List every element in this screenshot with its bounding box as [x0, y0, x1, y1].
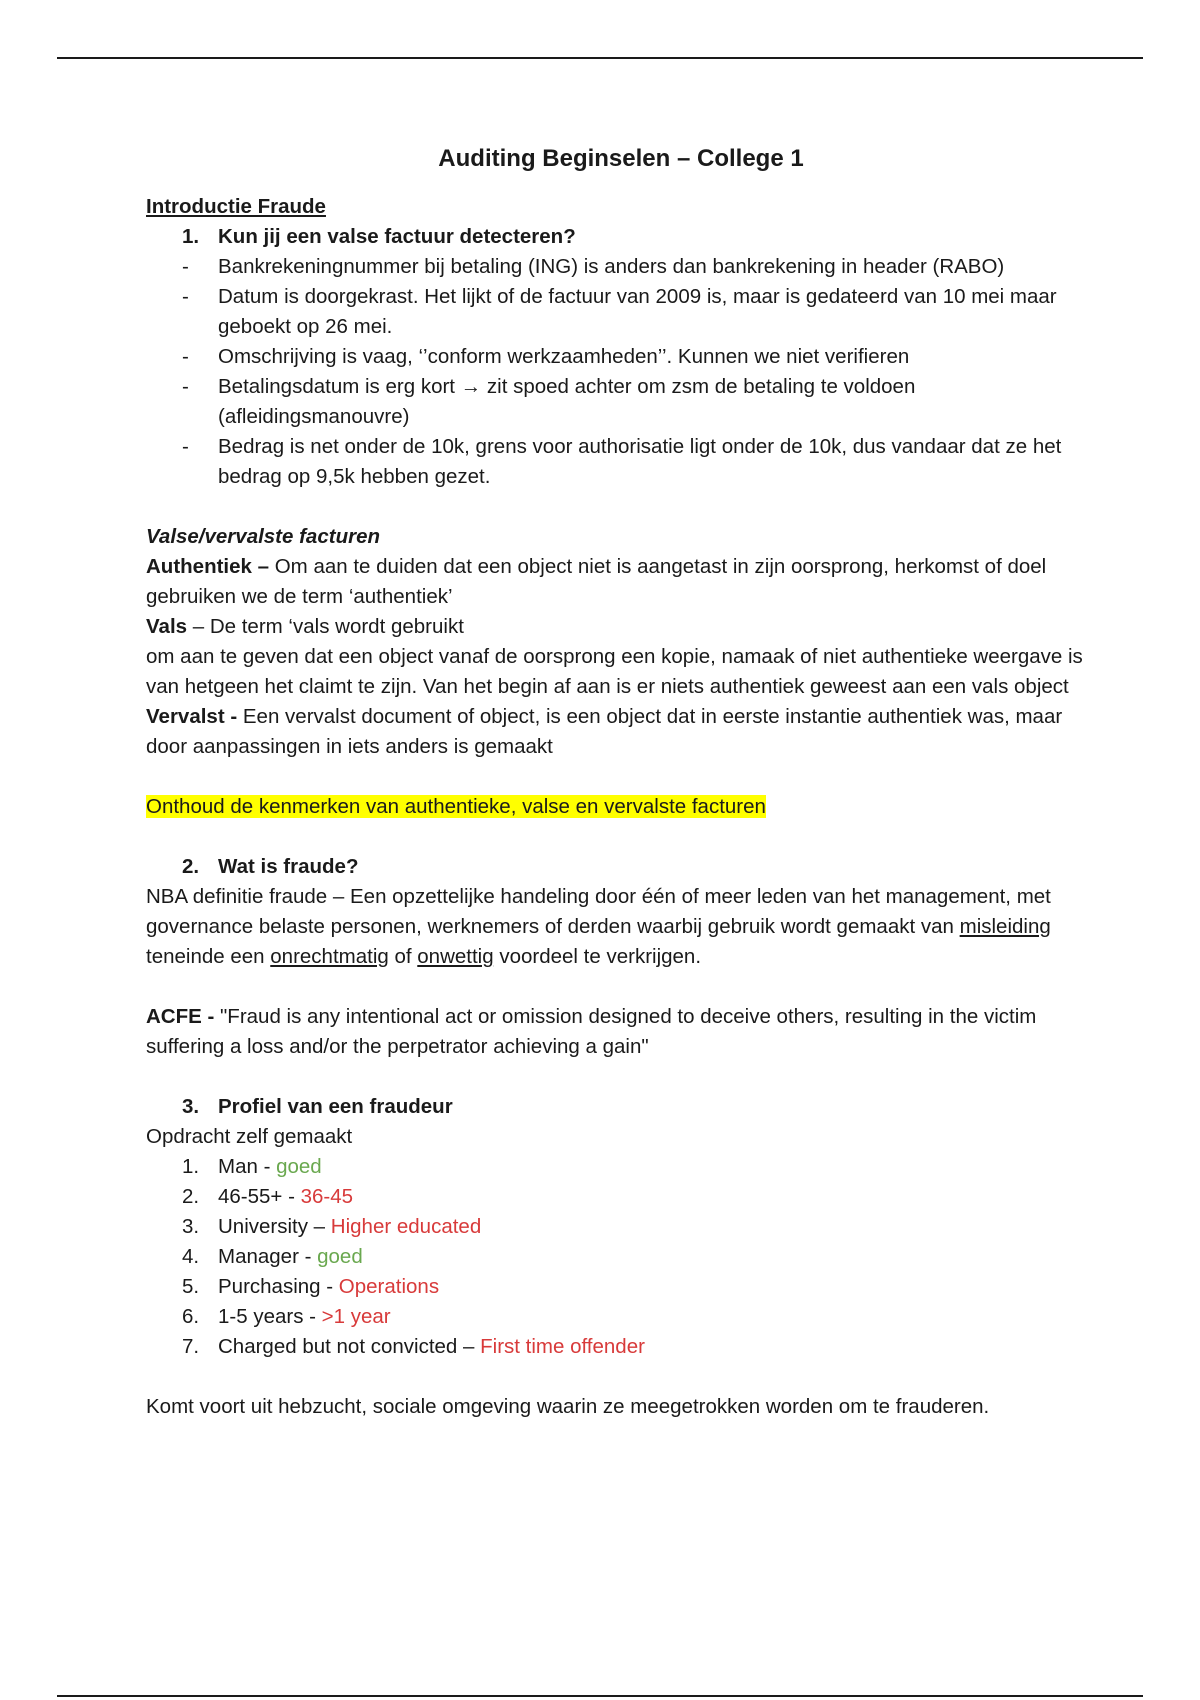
bullet-text: Datum is doorgekrast. Het lijkt of de factuur van 2009 is, maar is gedateerd van 10 mei maar geboekt op 26 mei.	[218, 285, 1057, 338]
term-vervalst: Vervalst -	[146, 705, 238, 728]
term-vals: Vals	[146, 615, 188, 638]
list-annotation: goed	[311, 1245, 363, 1268]
list-text: University –	[218, 1215, 326, 1238]
list-annotation: >1 year	[315, 1305, 391, 1328]
definition-vals	[146, 612, 1096, 642]
term-acfe: ACFE -	[146, 1005, 215, 1028]
question-1-number: 1.	[182, 225, 200, 248]
definition-authentiek	[146, 552, 1096, 612]
list-text: Charged but not convicted –	[218, 1335, 475, 1358]
question-3-number: 3.	[182, 1095, 200, 1118]
list-annotation: Operations	[333, 1275, 440, 1298]
dash-marker: -	[182, 435, 189, 458]
list-number: 5.	[182, 1275, 200, 1298]
highlight-text: Onthoud de kenmerken van authentieke, valse en vervalste facturen	[146, 795, 766, 818]
nba-underlined: onwettig	[417, 945, 494, 968]
list-item	[146, 1332, 1096, 1362]
list-annotation: First time offender	[474, 1335, 645, 1358]
document-page	[146, 140, 1096, 1422]
bullet-item	[146, 342, 1096, 372]
highlight-note	[146, 792, 1096, 822]
nba-text: of	[388, 945, 418, 968]
list-text: Man -	[218, 1155, 271, 1178]
bullet-item	[146, 432, 1096, 492]
definition-vervalst	[146, 702, 1096, 762]
conclusion: Komt voort uit hebzucht, sociale omgeving waarin ze meegetrokken worden om te frauderen.	[146, 1395, 990, 1418]
list-text: 1-5 years -	[218, 1305, 316, 1328]
list-number: 3.	[182, 1215, 200, 1238]
list-item	[146, 1152, 1096, 1182]
question-2-number: 2.	[182, 855, 200, 878]
list-text: Manager -	[218, 1245, 312, 1268]
bottom-rule	[57, 1695, 1143, 1697]
question-3-text: Profiel van een fraudeur	[218, 1095, 453, 1118]
list-item	[146, 1212, 1096, 1242]
question-2-text: Wat is fraude?	[218, 855, 359, 878]
question-1	[146, 222, 1096, 252]
list-annotation: 36-45	[294, 1185, 354, 1208]
bullet-text: Omschrijving is vaag, ‘’conform werkzaamheden’’. Kunnen we niet verifieren	[218, 345, 910, 368]
list-number: 2.	[182, 1185, 200, 1208]
definition-vals-text: – De term ‘vals wordt gebruikt	[187, 615, 464, 638]
list-number: 7.	[182, 1335, 200, 1358]
list-text: Purchasing -	[218, 1275, 334, 1298]
top-rule	[57, 57, 1143, 59]
definition-authentiek-text: Om aan te duiden dat een object niet is aangetast in zijn oorsprong, herkomst of doel gebruiken we de term ‘authentiek’	[146, 555, 1047, 608]
list-item	[146, 1302, 1096, 1332]
list-number: 4.	[182, 1245, 200, 1268]
acfe-definition	[146, 1002, 1096, 1062]
page-title: Auditing Beginselen – College 1	[438, 145, 804, 172]
bullet-text: Bankrekeningnummer bij betaling (ING) is anders dan bankrekening in header (RABO)	[218, 255, 1005, 278]
list-annotation: goed	[270, 1155, 322, 1178]
nba-text: NBA definitie fraude – Een opzettelijke handeling door één of meer leden van het management, met governance belaste personen, werknemers of derden waarbij gebruik wordt gemaakt van	[146, 885, 1051, 938]
list-text: 46-55+ -	[218, 1185, 295, 1208]
nba-underlined: onrechtmatig	[270, 945, 389, 968]
acfe-text: "Fraud is any intentional act or omission designed to deceive others, resulting in the victim suffering a loss and/or the perpetrator achieving a gain"	[146, 1005, 1037, 1058]
question-1-text: Kun jij een valse factuur detecteren?	[218, 225, 576, 248]
bullet-text: Bedrag is net onder de 10k, grens voor authorisatie ligt onder de 10k, dus vandaar dat ze het bedrag op 9,5k hebben gezet.	[218, 435, 1062, 488]
term-authentiek: Authentiek –	[146, 555, 270, 578]
list-item	[146, 1272, 1096, 1302]
definition-vervalst-text: Een vervalst document of object, is een object dat in eerste instantie authentiek was, maar door aanpassingen in iets anders is gemaakt	[146, 705, 1063, 758]
nba-text: teneinde een	[146, 945, 271, 968]
list-item	[146, 1182, 1096, 1212]
bullet-item	[146, 282, 1096, 342]
list-item	[146, 1242, 1096, 1272]
bullet-text: Betalingsdatum is erg kort → zit spoed achter om zsm de betaling te voldoen (afleidingsmanouvre)	[218, 375, 916, 428]
list-number: 1.	[182, 1155, 200, 1178]
dash-marker: -	[182, 345, 189, 368]
dash-marker: -	[182, 375, 189, 398]
dash-marker: -	[182, 285, 189, 308]
nba-underlined: misleiding	[959, 915, 1051, 938]
definition-vals-continued: om aan te geven dat een object vanaf de oorsprong een kopie, namaak of niet authentieke weergave is van hetgeen het claimt te zijn. Van het begin af aan is er niets authentiek geweest aan een vals object	[146, 645, 1083, 698]
question-2	[146, 852, 1096, 882]
section-heading-intro: Introductie Fraude	[146, 195, 326, 218]
list-number: 6.	[182, 1305, 200, 1328]
bullet-item	[146, 372, 1096, 432]
nba-text: voordeel te verkrijgen.	[493, 945, 702, 968]
profiel-subtitle: Opdracht zelf gemaakt	[146, 1125, 353, 1148]
question-3	[146, 1092, 1096, 1122]
nba-definition	[146, 882, 1096, 972]
list-annotation: Higher educated	[325, 1215, 482, 1238]
section-heading-valse: Valse/vervalste facturen	[146, 525, 380, 548]
dash-marker: -	[182, 255, 189, 278]
bullet-item	[146, 252, 1096, 282]
